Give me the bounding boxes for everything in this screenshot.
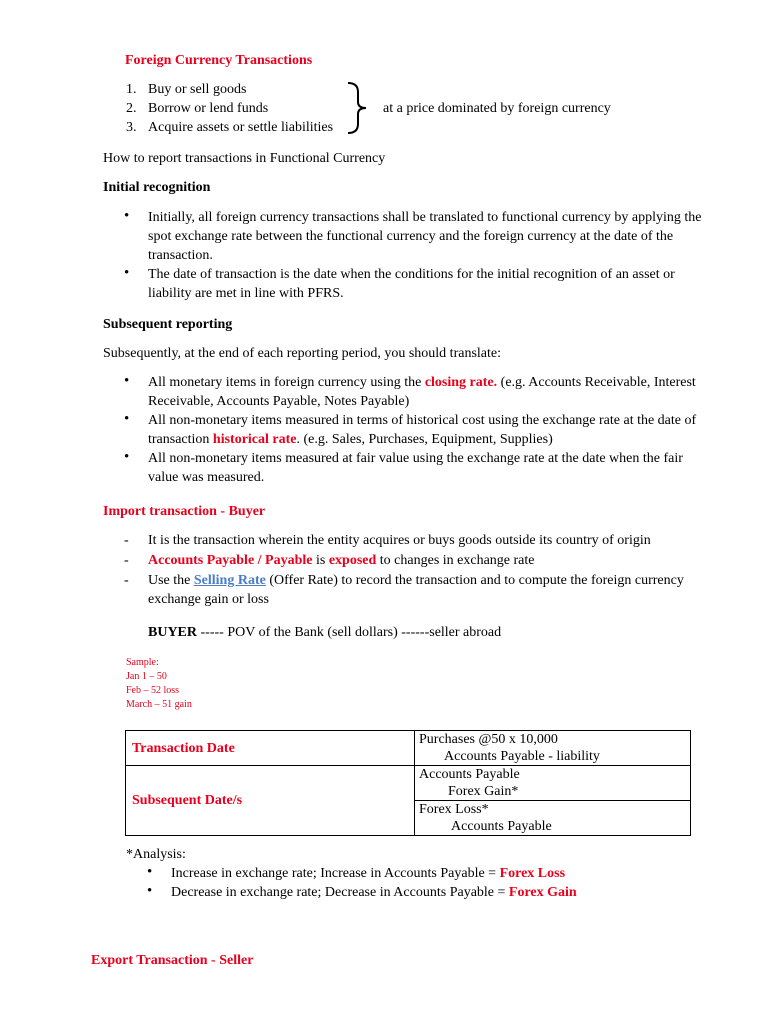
bullet-text: . (e.g. Sales, Purchases, Equipment, Supplies) — [296, 432, 553, 447]
selling-rate-link[interactable]: Selling Rate — [193, 573, 266, 588]
list-number: 1. — [126, 82, 137, 97]
bullet-text: Initially, all foreign currency transactions shall be translated to functional currency by applying the spot exchange rate between the functional currency and the foreign currency at the date of the transaction. — [148, 210, 702, 263]
bullet-icon: • — [124, 208, 130, 224]
brace-note: at a price dominated by foreign currency — [383, 101, 611, 116]
list-item — [103, 449, 713, 487]
initial-bullets — [103, 208, 713, 303]
sample-label: Sample: — [126, 657, 159, 668]
subsequent-date-label: Subsequent Date/s — [126, 766, 415, 836]
analysis-bullets — [126, 864, 686, 902]
entry-line: Accounts Payable — [419, 767, 520, 782]
list-item-text: It is the transaction wherein the entity acquires or buys goods outside its country of origin — [148, 533, 651, 548]
list-item — [103, 265, 713, 303]
list-item — [103, 411, 713, 449]
list-item-text: Use the — [148, 573, 194, 588]
subsequent-bullets — [103, 373, 713, 487]
table-cell — [415, 766, 691, 801]
sample-line: Feb – 52 loss — [126, 685, 180, 696]
bullet-text: Increase in exchange rate; Increase in Accounts Payable = — [171, 866, 500, 881]
forex-loss-highlight: Forex Loss — [499, 866, 566, 881]
fct-list — [126, 80, 356, 137]
historical-rate-highlight: historical rate — [212, 432, 297, 447]
list-item-text: is — [312, 553, 329, 568]
section-title-fct: Foreign Currency Transactions — [125, 53, 313, 68]
dash-marker: - — [124, 533, 129, 548]
bullet-text: (e.g. Accounts Receivable, Interest Receivable, Accounts Payable, Notes Payable) — [148, 375, 696, 409]
list-number: 3. — [126, 120, 137, 135]
entry-line: Purchases @50 x 10,000 — [419, 732, 558, 747]
entry-line: Forex Gain* — [448, 784, 519, 799]
list-item-text: Acquire assets or settle liabilities — [148, 120, 334, 135]
report-line: How to report transactions in Functional Currency — [103, 151, 386, 166]
list-item-text: to changes in exchange rate — [376, 553, 535, 568]
export-title: Export Transaction - Seller — [91, 953, 254, 968]
sample-block — [126, 656, 192, 712]
sample-line: March – 51 gain — [126, 699, 192, 710]
entry-line: Accounts Payable — [451, 819, 552, 834]
buyer-label: BUYER — [148, 625, 198, 640]
table-cell — [415, 801, 691, 836]
bullet-icon: • — [147, 883, 153, 899]
sample-line: Jan 1 – 50 — [126, 671, 167, 682]
accounts-payable-highlight: Accounts Payable / Payable — [148, 553, 313, 568]
table-row — [126, 766, 691, 801]
exposed-highlight: exposed — [328, 553, 377, 568]
list-item — [103, 551, 703, 570]
list-item — [126, 883, 686, 902]
bullet-icon: • — [124, 449, 130, 465]
list-item — [126, 80, 356, 99]
entry-line: Accounts Payable - liability — [444, 749, 600, 764]
bullet-text: Decrease in exchange rate; Decrease in Accounts Payable = — [171, 885, 509, 900]
buyer-line-text: ----- POV of the Bank (sell dollars) ------seller abroad — [197, 625, 502, 640]
bullet-icon: • — [124, 265, 130, 281]
dash-marker: - — [124, 553, 129, 568]
buyer-line — [148, 623, 501, 642]
analysis-label: *Analysis: — [126, 847, 186, 862]
bullet-icon: • — [124, 373, 130, 389]
forex-gain-highlight: Forex Gain — [508, 885, 577, 900]
bullet-text: All non-monetary items measured in terms of historical cost using the exchange rate at the date of transaction — [148, 413, 697, 447]
list-item-text: Borrow or lend funds — [148, 101, 269, 116]
journal-entry-table — [125, 730, 691, 836]
import-title: Import transaction - Buyer — [103, 504, 266, 519]
list-item — [126, 118, 356, 137]
bullet-text: All non-monetary items measured at fair value using the exchange rate at the date when the fair value was measured. — [148, 451, 683, 485]
list-item-text: Buy or sell goods — [148, 82, 247, 97]
list-item — [103, 373, 713, 411]
list-item — [126, 864, 686, 883]
dash-marker: - — [124, 573, 129, 588]
initial-recognition-heading: Initial recognition — [103, 180, 211, 195]
transaction-date-label: Transaction Date — [126, 731, 415, 766]
table-row — [126, 731, 691, 766]
list-number: 2. — [126, 101, 137, 116]
subsequent-intro: Subsequently, at the end of each reporting period, you should translate: — [103, 346, 501, 361]
right-brace-icon — [344, 80, 374, 136]
list-item — [103, 208, 713, 265]
import-list — [103, 531, 703, 609]
list-item-text: (Offer Rate) to record the transaction and to compute the foreign currency exchange gain or loss — [148, 573, 684, 607]
bullet-text: All monetary items in foreign currency using the — [148, 375, 425, 390]
list-item — [103, 531, 703, 550]
entry-line: Forex Loss* — [419, 802, 489, 817]
bullet-text: The date of transaction is the date when the conditions for the initial recognition of an asset or liability are met in line with PFRS. — [148, 267, 675, 301]
bullet-icon: • — [124, 411, 130, 427]
bullet-icon: • — [147, 864, 153, 880]
list-item — [103, 571, 703, 609]
subsequent-heading: Subsequent reporting — [103, 317, 233, 332]
list-item — [126, 99, 356, 118]
table-cell — [415, 731, 691, 766]
closing-rate-highlight: closing rate. — [424, 375, 498, 390]
